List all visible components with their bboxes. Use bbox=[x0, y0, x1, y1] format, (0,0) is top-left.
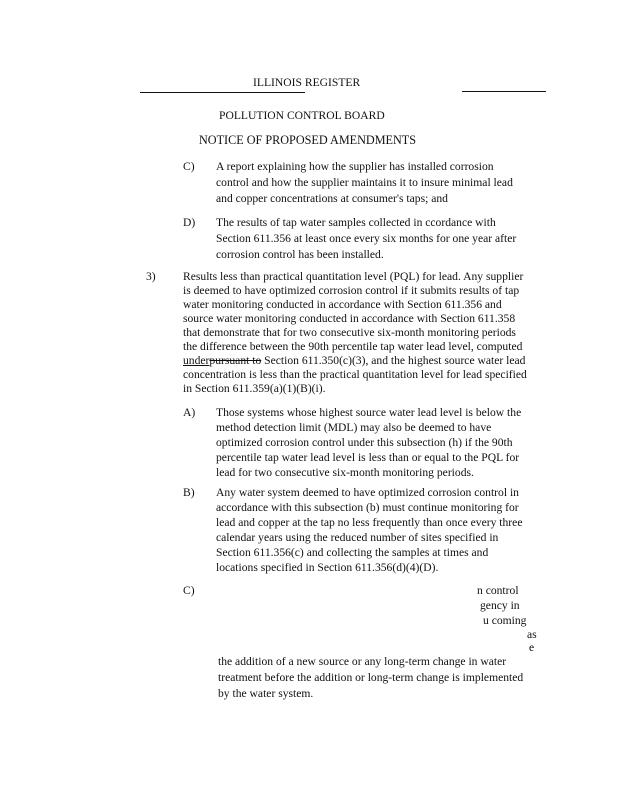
item-line: Results less than practical quantitation level (PQL) for lead. Any supplier bbox=[183, 270, 524, 283]
item-line: Those systems whose highest source water lead level is below the bbox=[216, 406, 522, 419]
item-line: A report explaining how the supplier has installed corrosion bbox=[216, 160, 494, 173]
item-line: concentration is less than the practical quantitation level for lead specified bbox=[183, 368, 527, 381]
item-line: lead and copper at the tap no less frequently than once every three bbox=[216, 516, 523, 529]
item-line: is deemed to have optimized corrosion control if it submits results of tap bbox=[183, 284, 520, 297]
notice-title: NOTICE OF PROPOSED AMENDMENTS bbox=[199, 133, 417, 147]
item-line: calendar years using the reduced number of sites specified in bbox=[216, 531, 499, 544]
item-line: treatment before the addition or long-term change is implemented bbox=[218, 671, 524, 684]
item-line: and copper concentrations at consumer's taps; and bbox=[216, 192, 448, 205]
item-line: method detection limit (MDL) may also be deemed to have bbox=[216, 421, 492, 434]
item-line: by the water system. bbox=[218, 687, 314, 700]
item-line: water monitoring conducted in accordance with Section 611.356 and bbox=[183, 298, 502, 311]
item-label: C) bbox=[183, 584, 195, 597]
item-line: locations specified in Section 611.356(d)(4)(D). bbox=[216, 561, 439, 574]
item-line: corrosion control has been installed. bbox=[216, 248, 384, 261]
inserted-text: under bbox=[183, 354, 210, 367]
item-line: optimized corrosion control under this subsection (h) if the 90th bbox=[216, 436, 513, 449]
item-line: percentile tap water lead level is less than or equal to the PQL for bbox=[216, 451, 520, 464]
item-line: Section 611.356(c) and collecting the samples at times and bbox=[216, 546, 489, 559]
line-rest: Section 611.350(c)(3), and the highest source water lead bbox=[261, 354, 526, 367]
deleted-text: pursuant to bbox=[209, 354, 262, 367]
agency-title: POLLUTION CONTROL BOARD bbox=[219, 109, 385, 122]
item-line: in Section 611.359(a)(1)(B)(i). bbox=[183, 382, 326, 395]
item-label: D) bbox=[183, 216, 196, 229]
fragment: gency in bbox=[480, 599, 520, 612]
fragment: as bbox=[527, 628, 537, 641]
header-rule-left bbox=[140, 92, 305, 93]
item-line-amended bbox=[183, 355, 525, 367]
item-line: accordance with this subsection (b) must continue monitoring for bbox=[216, 501, 519, 514]
item-line: Any water system deemed to have optimized corrosion control in bbox=[216, 486, 519, 499]
item-line: the addition of a new source or any long-term change in water bbox=[218, 655, 507, 668]
register-title: ILLINOIS REGISTER bbox=[253, 76, 361, 89]
item-line: Section 611.356 at least once every six months for one year after bbox=[216, 232, 517, 245]
item-label: C) bbox=[183, 160, 195, 173]
item-label: B) bbox=[183, 486, 195, 499]
fragment: n control bbox=[477, 584, 519, 597]
item-label: 3) bbox=[146, 270, 156, 283]
fragment: e bbox=[529, 641, 535, 654]
item-line: that demonstrate that for two consecutive six-month monitoring periods bbox=[183, 326, 516, 339]
item-line: lead for two consecutive six-month monitoring periods. bbox=[216, 466, 474, 479]
item-line: The results of tap water samples collected in ccordance with bbox=[216, 216, 496, 229]
item-line: control and how the supplier maintains it to insure minimal lead bbox=[216, 176, 513, 189]
fragment: u coming bbox=[483, 614, 527, 627]
item-line: source water monitoring conducted in accordance with Section 611.358 bbox=[183, 312, 516, 325]
item-label: A) bbox=[183, 406, 196, 419]
header-rule-right bbox=[462, 91, 546, 92]
item-line: the difference between the 90th percentile tap water lead level, computed bbox=[183, 340, 523, 353]
